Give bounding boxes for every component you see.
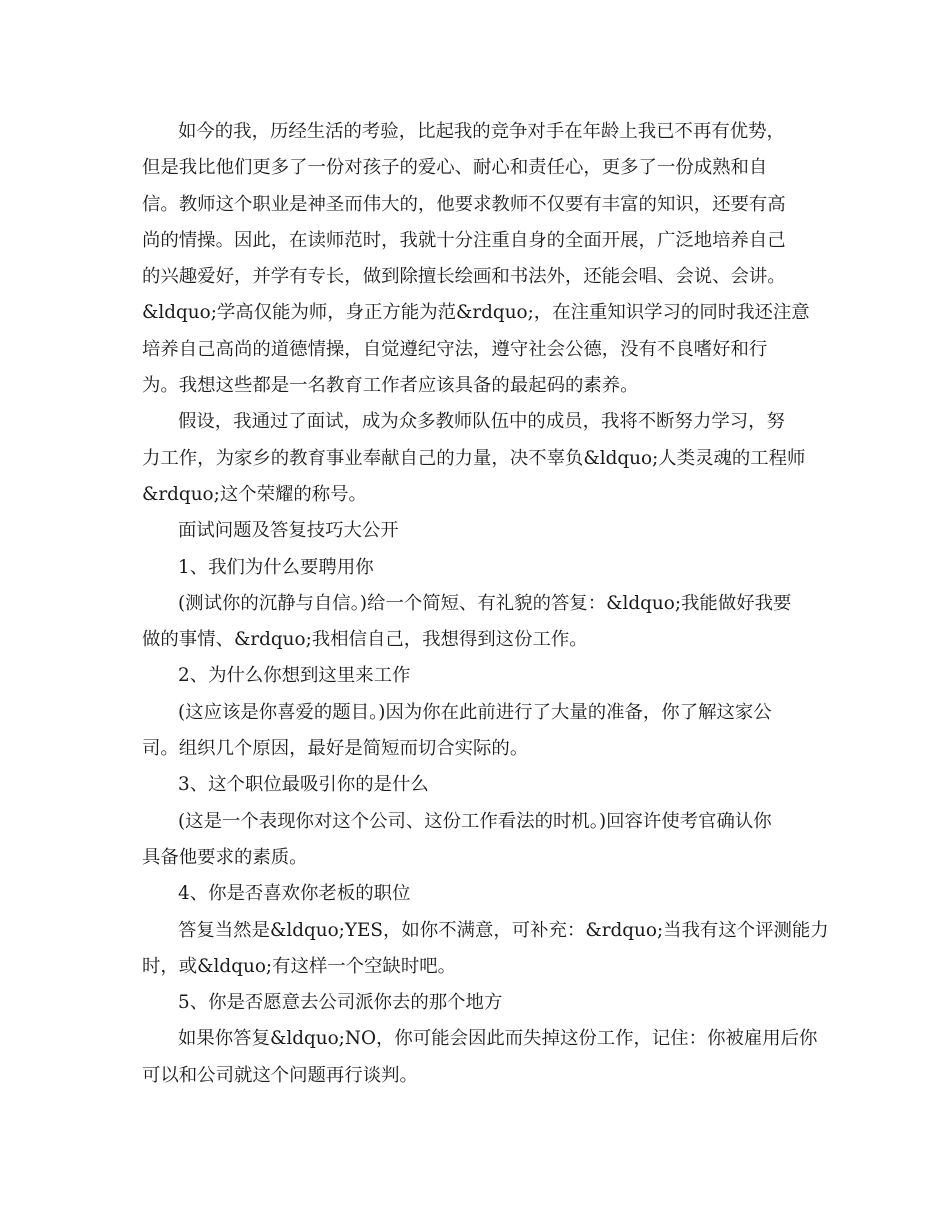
text-line: 时，或&ldquo;有这样一个空缺时吧。: [142, 955, 456, 977]
question-line: 3、这个职位最吸引你的是什么: [178, 774, 429, 796]
question-heading: [142, 550, 810, 586]
text-line: 的兴趣爱好，并学有专长，做到除擅长绘画和书法外，还能会唱、会说、会讲。: [142, 266, 786, 288]
question-heading: [142, 876, 810, 912]
text-line: 但是我比他们更多了一份对孩子的爱心、耐心和责任心，更多了一份成熟和自: [142, 157, 768, 179]
paragraph: [142, 114, 810, 404]
text-line: 具备他要求的素质。: [142, 846, 308, 868]
text-line: 司。组织几个原因，最好是简短而切合实际的。: [142, 738, 529, 760]
text-line: 如果你答复&ldquo;NO，你可能会因此而失掉这份工作，记住：你被雇用后你: [178, 1028, 818, 1050]
question-heading: [142, 658, 810, 694]
document-body: [142, 114, 829, 1094]
paragraph: [142, 404, 810, 513]
text-line: (这应该是你喜爱的题目。)因为你在此前进行了大量的准备，你了解这家公: [178, 701, 772, 723]
answer-paragraph: [142, 1021, 818, 1094]
text-line: 力工作，为家乡的教育事业奉献自己的力量，决不辜负&ldquo;人类灵魂的工程师: [142, 447, 806, 469]
text-line: 信。教师这个职业是神圣而伟大的，他要求教师不仅要有丰富的知识，还要有高: [142, 193, 786, 215]
text-line: (这是一个表现你对这个公司、这份工作看法的时机。)回容许使考官确认你: [178, 810, 772, 832]
text-line: 培养自己高尚的道德情操，自觉遵纪守法，遵守社会公德，没有不良嗜好和行: [142, 338, 768, 360]
text-line: 可以和公司就这个问题再行谈判。: [142, 1064, 418, 1086]
question-line: 2、为什么你想到这里来工作: [178, 665, 411, 687]
text-line: &ldquo;学高仅能为师，身正方能为范&rdquo;，在注重知识学习的同时我还注意: [142, 302, 810, 324]
text-line: 如今的我，历经生活的考验，比起我的竞争对手在年龄上我已不再有优势，: [178, 121, 785, 142]
section-heading: [142, 513, 810, 549]
question-heading: [142, 985, 810, 1021]
heading-line: 面试问题及答复技巧大公开: [178, 520, 399, 542]
answer-paragraph: [142, 804, 810, 877]
text-line: 假设，我通过了面试，成为众多教师队伍中的成员，我将不断努力学习，努: [178, 411, 785, 433]
answer-paragraph: [142, 913, 829, 986]
question-heading: [142, 767, 810, 803]
text-line: 为。我想这些都是一名教育工作者应该具备的最起码的素养。: [142, 375, 639, 397]
text-line: 尚的情操。因此，在读师范时，我就十分注重自身的全面开展，广泛地培养自己: [142, 229, 786, 251]
text-line: 做的事情、&rdquo;我相信自己，我想得到这份工作。: [142, 629, 588, 651]
text-line: (测试你的沉静与自信。)给一个简短、有礼貌的答复：&ldquo;我能做好我要: [178, 592, 792, 614]
question-line: 4、你是否喜欢你老板的职位: [178, 883, 411, 905]
answer-paragraph: [142, 586, 810, 659]
question-line: 1、我们为什么要聘用你: [178, 556, 374, 578]
text-line: 答复当然是&ldquo;YES，如你不满意，可补充：&rdquo;当我有这个评测能力: [178, 919, 829, 941]
question-line: 5、你是否愿意去公司派你去的那个地方: [178, 992, 503, 1014]
answer-paragraph: [142, 695, 810, 768]
text-line: &rdquo;这个荣耀的称号。: [142, 483, 367, 505]
